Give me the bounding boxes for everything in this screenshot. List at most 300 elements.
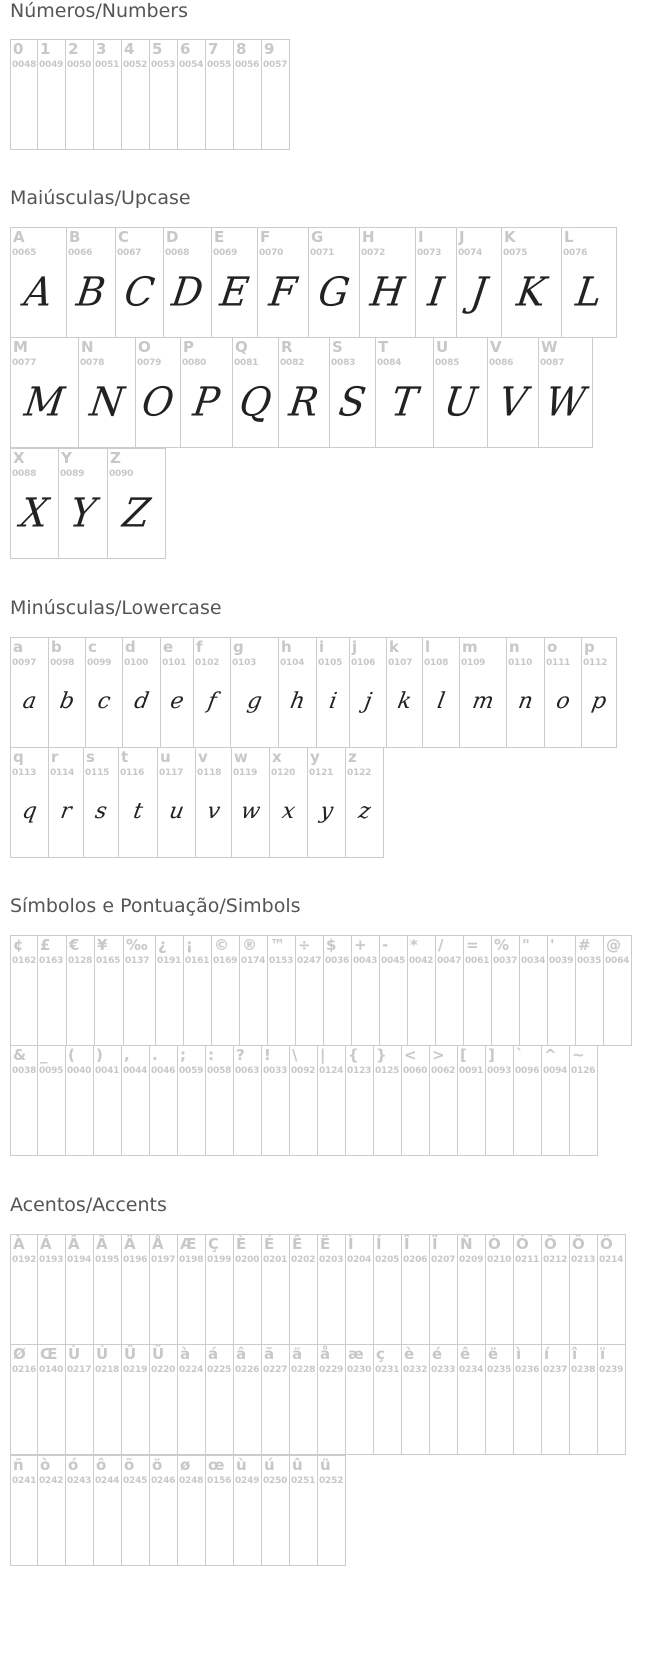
glyph-cell: [65, 39, 94, 150]
glyph-character-label: o: [547, 638, 558, 656]
glyph-code-label: 0074: [458, 248, 483, 258]
script-glyph-sample: w: [238, 799, 263, 824]
glyph-character-label: ^: [544, 1046, 557, 1064]
glyph-cell: [121, 1045, 150, 1156]
glyph-cell: [379, 935, 408, 1046]
glyph-code-label: 0082: [280, 358, 305, 368]
glyph-character-label: ú: [264, 1456, 275, 1474]
glyph-character-label: ë: [488, 1345, 499, 1363]
glyph-code-label: 0237: [543, 1365, 568, 1375]
glyph-character-label: 0: [13, 40, 24, 58]
script-glyph-sample: t: [131, 799, 145, 824]
glyph-character-label: !: [264, 1046, 271, 1064]
glyph-character-label: P: [183, 338, 194, 356]
glyph-character-label: ã: [264, 1345, 275, 1363]
glyph-character-label: =: [466, 936, 479, 954]
glyph-character-label: Î: [404, 1235, 410, 1253]
glyph-code-label: 0042: [409, 956, 434, 966]
glyph-cell: [37, 935, 67, 1046]
glyph-character-label: a: [13, 638, 24, 656]
glyph-cell: [65, 1344, 94, 1455]
glyph-character-label: v: [198, 748, 208, 766]
glyph-character-label: ): [96, 1046, 103, 1064]
script-glyph-sample: J: [468, 268, 490, 316]
glyph-character-label: Â: [68, 1235, 80, 1253]
glyph-row: [10, 1046, 660, 1157]
glyph-cell: [261, 1234, 290, 1345]
glyph-character-label: M: [13, 338, 28, 356]
script-glyph-sample: I: [425, 268, 447, 316]
glyph-cell: [519, 935, 548, 1046]
glyph-character-label: ¡: [186, 936, 193, 954]
glyph-code-label: 0162: [12, 956, 37, 966]
glyph-code-label: 0054: [179, 60, 204, 70]
script-glyph-sample: D: [169, 268, 206, 316]
glyph-cell: [561, 227, 617, 338]
glyph-cell: [94, 935, 124, 1046]
glyph-code-label: 0105: [318, 658, 343, 668]
glyph-character-label: ;: [180, 1046, 186, 1064]
glyph-code-label: 0236: [515, 1365, 540, 1375]
glyph-code-label: 0121: [309, 768, 334, 778]
glyph-cell: [121, 39, 150, 150]
glyph-cell: [581, 637, 617, 748]
glyph-character-label: #: [578, 936, 591, 954]
glyph-character-label: í: [544, 1345, 550, 1363]
glyph-code-label: 0049: [39, 60, 64, 70]
glyph-cell: [345, 1344, 374, 1455]
script-glyph-sample: O: [139, 378, 177, 426]
glyph-character-label: n: [509, 638, 520, 656]
glyph-code-label: 0169: [213, 956, 238, 966]
glyph-cell: [308, 227, 360, 338]
glyph-code-label: 0086: [489, 358, 514, 368]
glyph-character-label: ç: [376, 1345, 385, 1363]
glyph-character-label: F: [260, 228, 271, 246]
glyph-code-label: 0114: [50, 768, 75, 778]
glyph-code-label: 0063: [235, 1066, 260, 1076]
glyph-character-label: œ: [208, 1456, 225, 1474]
glyph-code-label: 0060: [403, 1066, 428, 1076]
glyph-cell: [177, 1045, 206, 1156]
glyph-cell: [205, 1234, 234, 1345]
glyph-character-label: `: [516, 1046, 524, 1064]
script-glyph-sample: p: [589, 689, 609, 714]
glyph-code-label: 0058: [207, 1066, 232, 1076]
glyph-code-label: 0232: [403, 1365, 428, 1375]
glyph-cell: [457, 1045, 486, 1156]
glyph-row: [10, 449, 660, 560]
glyph-cell: [373, 1045, 402, 1156]
glyph-code-label: 0124: [319, 1066, 344, 1076]
glyph-row: [10, 748, 660, 859]
glyph-cell: [289, 1344, 318, 1455]
script-glyph-sample: k: [395, 689, 414, 714]
glyph-code-label: 0205: [375, 1255, 400, 1265]
glyph-character-label: é: [432, 1345, 443, 1363]
glyph-character-label: $: [326, 936, 337, 954]
glyph-character-label: 6: [180, 40, 191, 58]
glyph-character-label: R: [281, 338, 293, 356]
glyph-code-label: 0108: [424, 658, 449, 668]
glyph-code-label: 0064: [605, 956, 630, 966]
glyph-cell: [317, 1234, 346, 1345]
glyph-code-label: 0209: [459, 1255, 484, 1265]
glyph-code-label: 0245: [123, 1476, 148, 1486]
glyph-code-label: 0243: [67, 1476, 92, 1486]
glyph-code-label: 0219: [123, 1365, 148, 1375]
glyph-code-label: 0238: [571, 1365, 596, 1375]
glyph-code-label: 0093: [487, 1066, 512, 1076]
glyph-cell: [373, 1344, 402, 1455]
glyph-cell: [107, 448, 166, 559]
glyph-code-label: 0126: [571, 1066, 596, 1076]
script-glyph-sample: c: [95, 689, 113, 714]
glyph-code-label: 0085: [435, 358, 460, 368]
glyph-code-label: 0244: [95, 1476, 120, 1486]
glyph-character-label: m: [462, 638, 478, 656]
glyph-character-label: V: [490, 338, 502, 356]
glyph-code-label: 0053: [151, 60, 176, 70]
glyph-code-label: 0099: [87, 658, 112, 668]
glyph-code-label: 0050: [67, 60, 92, 70]
glyph-cell: [401, 1234, 430, 1345]
glyph-code-label: 0067: [117, 248, 142, 258]
glyph-cell: [177, 39, 206, 150]
glyph-code-label: 0076: [563, 248, 588, 258]
glyph-character-label: ': [550, 936, 555, 954]
glyph-code-label: 0242: [39, 1476, 64, 1486]
glyph-cell: [65, 1455, 94, 1566]
glyph-character-label: Ø: [13, 1345, 26, 1363]
glyph-cell: [177, 1344, 206, 1455]
glyph-code-label: 0117: [159, 768, 184, 778]
glyph-code-label: 0118: [197, 768, 222, 778]
glyph-cell: [37, 39, 66, 150]
glyph-row: [10, 1234, 660, 1345]
glyph-cell: [93, 1455, 122, 1566]
script-glyph-sample: z: [356, 799, 373, 824]
glyph-code-label: 0043: [353, 956, 378, 966]
glyph-cell: [233, 1045, 262, 1156]
glyph-cell: [93, 1234, 122, 1345]
glyph-character-label: Ë: [320, 1235, 331, 1253]
script-glyph-sample: C: [121, 268, 158, 316]
glyph-character-label: Ì: [348, 1235, 354, 1253]
glyph-cell: [603, 935, 632, 1046]
glyph-character-label: }: [376, 1046, 387, 1064]
glyph-code-label: 0078: [80, 358, 105, 368]
script-glyph-sample: X: [17, 489, 52, 537]
glyph-code-label: 0128: [68, 956, 93, 966]
glyph-cell: [575, 935, 604, 1046]
glyph-cell: [569, 1234, 598, 1345]
glyph-character-label: 9: [264, 40, 275, 58]
glyph-cell: [37, 1045, 66, 1156]
glyph-code-label: 0137: [125, 956, 150, 966]
glyph-cell: [211, 227, 258, 338]
glyph-character-label: 4: [124, 40, 135, 58]
glyph-code-label: 0224: [179, 1365, 204, 1375]
glyph-character-label: s: [86, 748, 95, 766]
glyph-cell: [10, 337, 79, 448]
glyph-character-label: {: [348, 1046, 359, 1064]
glyph-code-label: 0094: [543, 1066, 568, 1076]
glyph-row: [10, 637, 660, 748]
glyph-cell: [435, 935, 464, 1046]
glyph-cell: [85, 637, 123, 748]
glyph-code-label: 0071: [310, 248, 335, 258]
glyph-character-label: ~: [572, 1046, 585, 1064]
glyph-code-label: 0206: [403, 1255, 428, 1265]
glyph-code-label: 0112: [583, 658, 608, 668]
glyph-character-label: ®: [242, 936, 257, 954]
glyph-code-label: 0079: [137, 358, 162, 368]
glyph-cell: [345, 1234, 374, 1345]
glyph-code-label: 0110: [508, 658, 533, 668]
glyph-character-label: U: [436, 338, 449, 356]
glyph-code-label: 0226: [235, 1365, 260, 1375]
glyph-code-label: 0249: [235, 1476, 260, 1486]
glyph-code-label: 0210: [487, 1255, 512, 1265]
glyph-cell: [10, 1045, 38, 1156]
glyph-code-label: 0201: [263, 1255, 288, 1265]
glyph-cell: [149, 1344, 178, 1455]
script-glyph-sample: R: [286, 378, 322, 426]
glyph-character-label: æ: [348, 1345, 364, 1363]
glyph-character-label: €: [69, 936, 80, 954]
glyph-character-label: ÷: [298, 936, 311, 954]
script-glyph-sample: m: [470, 689, 496, 714]
glyph-character-label: j: [352, 638, 358, 656]
glyph-cell: [149, 1455, 178, 1566]
glyph-code-label: 0092: [291, 1066, 316, 1076]
glyph-code-label: 0041: [95, 1066, 120, 1076]
glyph-cell: [149, 39, 178, 150]
glyph-code-label: 0051: [95, 60, 120, 70]
glyph-character-label: t: [121, 748, 129, 766]
glyph-character-label: Ã: [96, 1235, 108, 1253]
glyph-code-label: 0098: [50, 658, 75, 668]
glyph-code-label: 0216: [12, 1365, 37, 1375]
glyph-cell: [195, 747, 232, 858]
glyph-cell: [278, 637, 317, 748]
script-glyph-sample: S: [336, 378, 369, 426]
glyph-code-label: 0200: [235, 1255, 260, 1265]
glyph-cell: [122, 637, 161, 748]
script-glyph-sample: r: [58, 799, 74, 824]
glyph-character-label: Æ: [180, 1235, 197, 1253]
glyph-cell: [121, 1344, 150, 1455]
glyph-character-label: A: [13, 228, 25, 246]
glyph-code-label: 0194: [67, 1255, 92, 1265]
glyph-cell: [289, 1234, 318, 1345]
glyph-row: [10, 1345, 660, 1456]
glyph-cell: [345, 747, 384, 858]
glyph-code-label: 0203: [319, 1255, 344, 1265]
glyph-cell: [10, 448, 59, 559]
glyph-character-label: Õ: [572, 1235, 585, 1253]
glyph-character-label: ]: [488, 1046, 495, 1064]
glyph-cell: [501, 227, 562, 338]
glyph-cell: [407, 935, 436, 1046]
glyph-cell: [323, 935, 352, 1046]
glyph-code-label: 0056: [235, 60, 260, 70]
glyph-cell: [506, 637, 545, 748]
glyph-code-label: 0193: [39, 1255, 64, 1265]
glyph-cell: [261, 1344, 290, 1455]
glyph-cell: [289, 1455, 318, 1566]
script-glyph-sample: Z: [120, 489, 153, 537]
section-title-upcase: Maiúsculas/Upcase: [10, 187, 191, 209]
glyph-code-label: 0040: [67, 1066, 92, 1076]
glyph-character-label: ü: [320, 1456, 331, 1474]
glyph-cell: [513, 1234, 542, 1345]
glyph-cell: [513, 1045, 542, 1156]
script-glyph-sample: l: [435, 689, 447, 714]
script-glyph-sample: y: [318, 799, 336, 824]
script-glyph-sample: W: [542, 378, 589, 426]
glyph-character-label: l: [425, 638, 431, 656]
glyph-cell: [457, 1344, 486, 1455]
glyph-cell: [491, 935, 520, 1046]
glyph-cell: [569, 1344, 598, 1455]
script-glyph-sample: A: [21, 268, 56, 316]
glyph-character-label: (: [68, 1046, 75, 1064]
glyph-cell: [463, 935, 492, 1046]
glyph-code-label: 0122: [347, 768, 372, 778]
glyph-code-label: 0065: [12, 248, 37, 258]
glyph-code-label: 0046: [151, 1066, 176, 1076]
glyph-character-label: e: [163, 638, 174, 656]
glyph-cell: [485, 1045, 514, 1156]
glyph-character-label: Ê: [292, 1235, 303, 1253]
glyph-cell: [317, 1344, 346, 1455]
glyph-character-label: L: [564, 228, 574, 246]
glyph-cell: [160, 637, 194, 748]
glyph-character-label: b: [51, 638, 62, 656]
glyph-code-label: 0113: [12, 768, 37, 778]
glyph-cell: [205, 1455, 234, 1566]
glyph-code-label: 0250: [263, 1476, 288, 1486]
glyph-code-label: 0052: [123, 60, 148, 70]
glyph-character-label: w: [234, 748, 248, 766]
glyph-character-label: ©: [214, 936, 229, 954]
glyph-character-label: &: [13, 1046, 27, 1064]
glyph-character-label: E: [214, 228, 225, 246]
glyph-character-label: -: [382, 936, 389, 954]
glyph-code-label: 0106: [351, 658, 376, 668]
glyph-code-label: 0089: [60, 469, 85, 479]
glyph-character-label: X: [13, 449, 25, 467]
glyph-code-label: 0055: [207, 60, 232, 70]
glyph-cell: [269, 747, 308, 858]
glyph-code-label: 0062: [431, 1066, 456, 1076]
glyph-code-label: 0196: [123, 1255, 148, 1265]
glyph-cell: [58, 448, 108, 559]
glyph-character-label: ¢: [13, 936, 24, 954]
glyph-character-label: Ä: [124, 1235, 136, 1253]
glyph-cell: [205, 1045, 234, 1156]
glyph-cell: [456, 227, 502, 338]
glyph-cell: [316, 637, 350, 748]
glyph-cell: [211, 935, 240, 1046]
glyph-cell: [233, 39, 262, 150]
glyph-code-label: 0059: [179, 1066, 204, 1076]
glyph-character-label: Ú: [96, 1345, 109, 1363]
glyph-character-label: À: [13, 1235, 25, 1253]
section-title-numbers: Números/Numbers: [10, 0, 188, 22]
glyph-character-label: ñ: [13, 1456, 24, 1474]
glyph-cell: [180, 337, 233, 448]
glyph-code-label: 0034: [521, 956, 546, 966]
glyph-character-label: Ó: [516, 1235, 529, 1253]
glyph-code-label: 0038: [12, 1066, 37, 1076]
glyph-character-label: ": [522, 936, 530, 954]
glyph-code-label: 0072: [361, 248, 386, 258]
glyph-character-label: d: [125, 638, 136, 656]
glyph-cell: [329, 337, 376, 448]
glyph-character-label: è: [404, 1345, 415, 1363]
glyph-code-label: 0120: [271, 768, 296, 778]
glyph-character-label: Å: [152, 1235, 164, 1253]
glyph-cell: [485, 1344, 514, 1455]
glyph-character-label: |: [320, 1046, 326, 1064]
glyph-character-label: £: [40, 936, 51, 954]
glyph-character-label: k: [389, 638, 399, 656]
script-glyph-sample: v: [205, 799, 223, 824]
glyph-code-label: 0111: [546, 658, 571, 668]
glyph-code-label: 0230: [347, 1365, 372, 1375]
glyph-cell: [401, 1344, 430, 1455]
glyph-character-label: ¿: [158, 936, 167, 954]
glyph-character-label: Ö: [600, 1235, 613, 1253]
glyph-character-label: %: [494, 936, 510, 954]
glyph-code-label: 0199: [207, 1255, 232, 1265]
glyph-cell: [429, 1234, 458, 1345]
glyph-cell: [513, 1344, 542, 1455]
glyph-code-label: 0248: [179, 1476, 204, 1486]
glyph-row: [10, 227, 660, 338]
glyph-character-label: ê: [460, 1345, 471, 1363]
glyph-character-label: g: [233, 638, 244, 656]
glyph-cell: [422, 637, 460, 748]
glyph-character-label: 5: [152, 40, 163, 58]
glyph-cell: [115, 227, 164, 338]
glyph-character-label: i: [319, 638, 325, 656]
glyph-code-label: 0075: [503, 248, 528, 258]
glyph-cell: [37, 1455, 66, 1566]
script-glyph-sample: Y: [67, 489, 99, 537]
glyph-cell: [10, 747, 49, 858]
glyph-cell: [375, 337, 434, 448]
glyph-character-label: Ñ: [460, 1235, 473, 1253]
glyph-code-label: 0069: [213, 248, 238, 258]
glyph-code-label: 0239: [599, 1365, 624, 1375]
glyph-cell: [317, 1455, 346, 1566]
script-glyph-sample: u: [167, 799, 186, 824]
glyph-code-label: 0247: [297, 956, 322, 966]
glyph-code-label: 0234: [459, 1365, 484, 1375]
glyph-code-label: 0057: [263, 60, 288, 70]
glyph-code-label: 0115: [85, 768, 110, 778]
script-glyph-sample: H: [367, 268, 408, 316]
glyph-code-label: 0246: [151, 1476, 176, 1486]
glyph-code-label: 0218: [95, 1365, 120, 1375]
glyph-code-label: 0103: [232, 658, 257, 668]
glyph-grid-lowercase: [10, 637, 660, 859]
script-glyph-sample: x: [280, 799, 297, 824]
